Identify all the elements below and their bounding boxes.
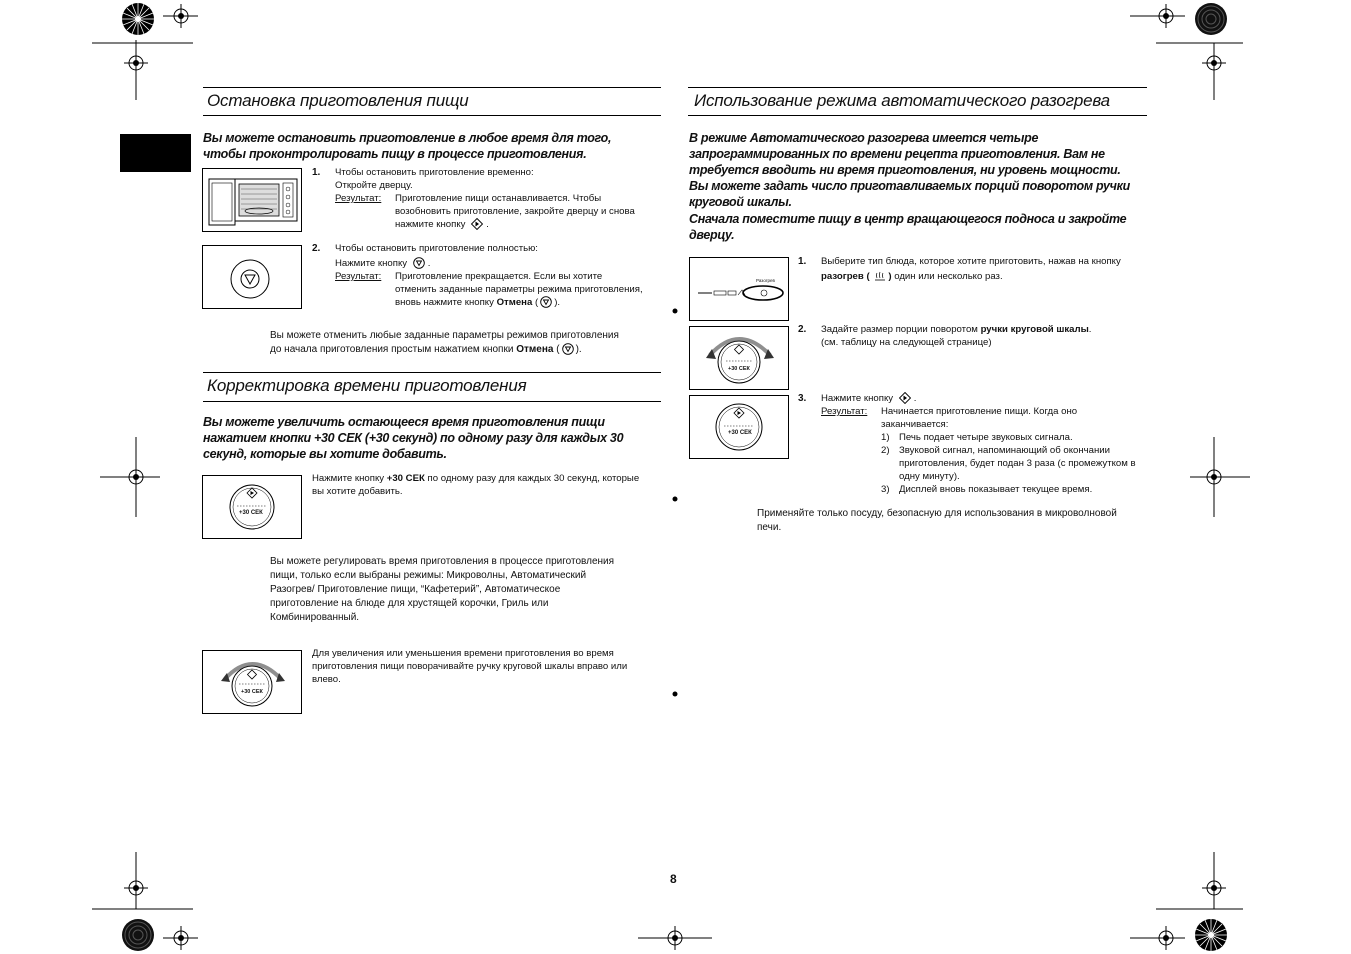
start-button-icon [471, 218, 483, 230]
text: приготовление на блюде для хрустящей корочки, Гриль или [270, 598, 549, 609]
microwave-open-door-icon [203, 169, 301, 231]
rule [203, 87, 661, 88]
result-text: Приготовление прекращается. Если вы хотите [395, 271, 603, 282]
item-text: одну минуту). [899, 471, 960, 482]
plus30-label: +30 СЕК [386, 473, 425, 484]
reheat-step-2 [798, 323, 1148, 349]
dial-text [312, 647, 662, 686]
step-number: 1. [312, 167, 321, 178]
step-text: Чтобы остановить приготовление полностью: [335, 243, 538, 254]
plus30-label: +30 СЕК [728, 366, 750, 372]
item-text: приготовления, будет подан 3 раза (с промежутком в [899, 458, 1136, 469]
text: приготовления пищи поворачивайте ручку круговой шкалы вправо или [312, 661, 628, 672]
result-text: возобновить приготовление, закройте дверцу и снова [395, 206, 635, 217]
note-text: Применяйте только посуду, безопасную для использования в микроволновой [757, 508, 1117, 519]
step-text: Откройте дверцу. [335, 180, 413, 191]
text: пищи, только если выбраны режимы: Микроволны, Автоматический [270, 570, 587, 581]
step-text: (см. таблицу на следующей странице) [821, 337, 992, 348]
dial-label: ручки круговой шкалы [980, 324, 1089, 335]
plus30-label: +30 СЕК [728, 430, 752, 436]
intro-adjust: Вы можете увеличить остающееся время приготовления пищи нажатием кнопки +30 СЕК (+30 секунд) по одному разу для каждых 30 секунд, которые вы хотите добавить. [203, 415, 624, 461]
microwave-image [202, 168, 302, 232]
step-number: 2. [798, 324, 807, 335]
punct: . [427, 258, 431, 269]
section-title-auto-reheat: Использование режима автоматического разогрева [694, 91, 1110, 110]
step-text: Задайте размер порции поворотом [821, 324, 978, 335]
reheat-step-3 [798, 392, 1153, 496]
step-number: 1. [798, 256, 807, 267]
plus30-button-image [689, 395, 789, 459]
rule [688, 87, 1147, 88]
text: Нажмите кнопку [312, 473, 385, 484]
intro-auto-reheat: В режиме Автоматического разогрева имеется четыре запрограммированных по времени рецепта приготовления. Вам не требуется вводить ни время приготовления, ни уровень мощности. Вы можете задать число приготавливаемых порций поворотом ручки круговой шкалы. [689, 131, 1130, 209]
stop-step-1 [312, 166, 662, 231]
text: Для увеличения или уменьшения времени приготовления во время [312, 648, 614, 659]
result-label: Результат: [335, 271, 382, 282]
cancel-note: Вы можете отменить любые заданные параметры режимов приготовления до начала приготовления простым нажатием кнопки Отмена ( ). [270, 329, 665, 357]
item-text: Звуковой сигнал, напоминающий об окончании [899, 445, 1111, 456]
dial-image [689, 326, 789, 390]
punct: . [486, 219, 489, 230]
section-tab [120, 134, 191, 172]
result-text: Приготовление пищи останавливается. Чтобы [395, 193, 602, 204]
plus30-label: +30 СЕК [241, 689, 263, 695]
result-text: заканчивается: [881, 419, 949, 430]
page-number: 8 [670, 872, 677, 886]
cancel-label: Отмена [516, 344, 554, 355]
note-text: до начала приготовления простым нажатием кнопки [270, 344, 514, 355]
punct: . [1088, 324, 1092, 335]
stop-icon [241, 270, 259, 288]
result-text: нажмите кнопку [395, 219, 466, 230]
punct: . [913, 393, 917, 404]
rule [203, 372, 661, 373]
section-title-stop: Остановка приготовления пищи [207, 91, 469, 110]
result-text: отменить заданные параметры режима приготовления, [395, 284, 643, 295]
step-text: Выберите тип блюда, которое хотите приготовить, нажав на кнопку [821, 256, 1121, 267]
reheat-label: разогрев ( [821, 271, 870, 282]
item-text: Дисплей вновь показывает текущее время. [899, 484, 1093, 495]
stop-button-icon [540, 296, 552, 308]
step-text: Чтобы остановить приготовление временно: [335, 167, 534, 178]
text: вы хотите добавить. [312, 486, 403, 497]
text: Комбинированный. [270, 612, 360, 623]
text: Разогрев/ Приготовление пищи, “Кафетерий”, Автоматическое [270, 584, 561, 595]
rule [203, 115, 661, 116]
text: по одному разу для каждых 30 секунд, которые [427, 473, 640, 484]
punct: ). [554, 297, 561, 308]
result-text: вновь нажмите кнопку [395, 297, 494, 308]
reheat-label: ) [888, 271, 892, 282]
text: влево. [312, 674, 341, 685]
text: Вы можете регулировать время приготовления в процессе приготовления [270, 556, 615, 567]
intro-stop: Вы можете остановить приготовление в любое время для того, чтобы проконтролировать пищу в процессе приготовления. [203, 131, 612, 161]
step-text: Нажмите кнопку [335, 258, 408, 269]
reheat-panel-label: Разогрев [756, 278, 775, 283]
rule [688, 115, 1147, 116]
step-text: Нажмите кнопку [821, 393, 894, 404]
item-number: 1) [881, 432, 890, 443]
stop-button-icon [562, 343, 574, 355]
cookware-note [757, 507, 1152, 535]
result-item [881, 431, 1136, 444]
section-title-adjust: Корректировка времени приготовления [207, 376, 527, 395]
stop-step-2: 2. Чтобы остановить приготовление полностью: Нажмите кнопку . Результат: Приготовление прекращается. Если вы хотите отменить заданные параметры режима приготовления, вновь нажмите кнопку Отмена ( ). [312, 243, 643, 308]
item-text: Печь подает четыре звуковых сигнала. [899, 432, 1073, 443]
intro-auto-reheat-2: Сначала поместите пищу в центр вращающегося подноса и закройте дверцу. [689, 212, 1127, 242]
punct: ). [575, 344, 582, 355]
reheat-steam-icon [872, 270, 888, 282]
stop-button-image [202, 245, 302, 309]
note-text: Вы можете отменить любые заданные параметры режимов приготовления [270, 330, 619, 341]
dial-image [202, 650, 302, 714]
step-number: 3. [798, 393, 807, 404]
result-text: Начинается приготовление пищи. Когда оно [881, 406, 1078, 417]
adjust-modes-paragraph [270, 555, 665, 625]
note-text: печи. [757, 522, 782, 533]
start-button-icon [899, 392, 911, 404]
plus30-label: +30 СЕК [239, 510, 263, 516]
plus30-button-image [202, 475, 302, 539]
item-number: 2) [881, 445, 890, 456]
result-item [881, 444, 1136, 457]
stop-button-icon [413, 257, 425, 269]
press-plus30-text [312, 472, 667, 498]
step-text: один или несколько раз. [894, 271, 1003, 282]
result-label: Результат: [335, 193, 382, 204]
rule [203, 401, 661, 402]
result-label: Результат: [821, 406, 868, 417]
step-number: 2. [312, 243, 321, 254]
item-number: 3) [881, 484, 890, 495]
reheat-step-1 [798, 255, 1148, 283]
control-panel-image [689, 257, 789, 321]
result-item [881, 483, 1136, 496]
cancel-label: Отмена [496, 297, 533, 308]
